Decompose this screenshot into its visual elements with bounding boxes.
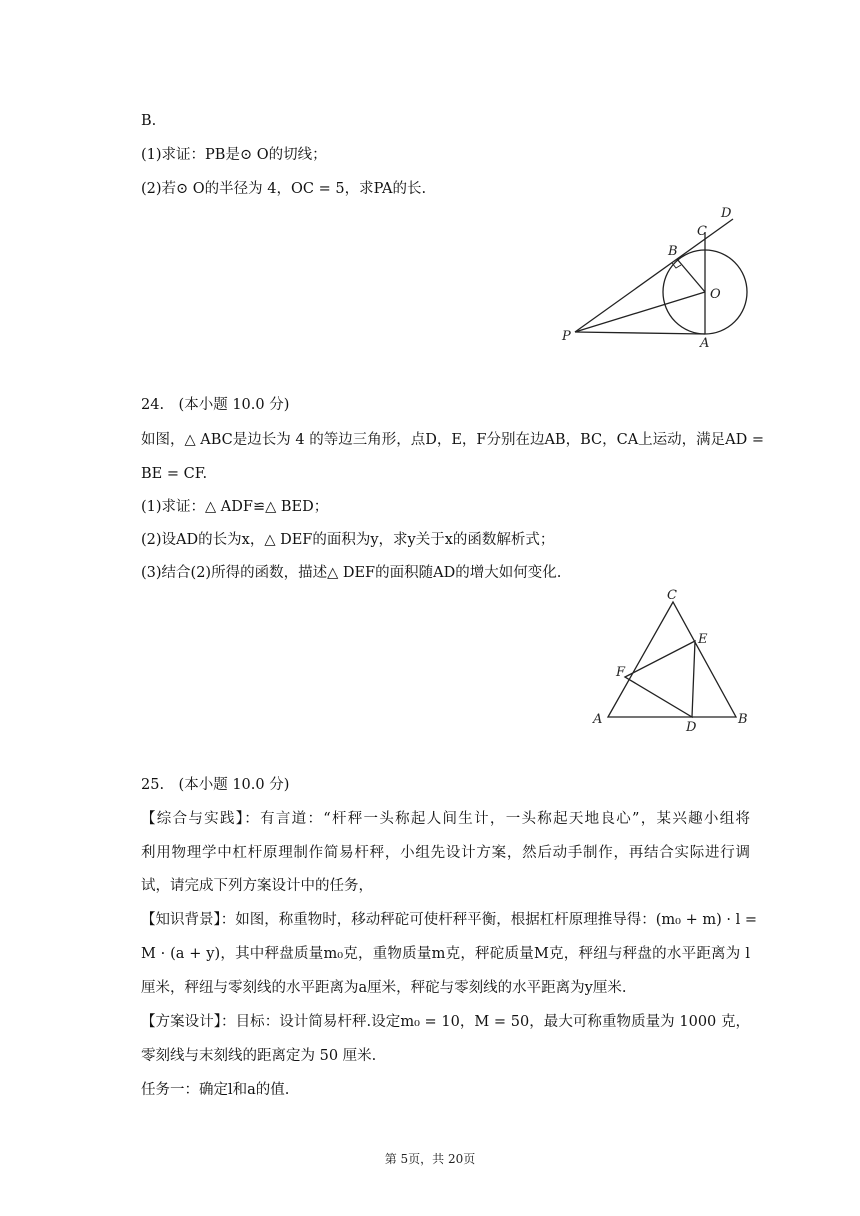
segment-pa (575, 332, 705, 334)
q25-line3: 试，请完成下列方案设计中的任务， (141, 878, 373, 894)
q25-line8: 零刻线与末刻线的距离定为 50 厘米. (141, 1048, 377, 1064)
q25-line4: 【知识背景】：如图，称重物时，移动秤砣可使杆秤平衡，根据杠杆原理推导得：(m₀ + m) · l = (141, 912, 757, 928)
q25-line2: 利用物理学中杠杆原理制作简易杆秤，小组先设计方案，然后动手制作，再结合实际进行调 (141, 845, 750, 861)
triangle-def (625, 641, 695, 717)
segment-ob (677, 259, 705, 292)
q23-line-b: B. (141, 113, 157, 129)
label-f: F (616, 665, 626, 680)
triangle-abc (608, 602, 736, 717)
figure-circle-tangent (555, 202, 755, 352)
label-b: B (738, 712, 748, 727)
q23-part2: (2)若⊙ O的半径为 4，OC = 5，求PA的长. (141, 181, 427, 197)
q23-part1: (1)求证：PB是⊙ O的切线； (141, 147, 327, 163)
page-footer: 第 5页，共 20页 (384, 1152, 476, 1166)
label-a: A (700, 336, 710, 351)
label-c: C (667, 588, 677, 603)
q24-part3: (3)结合(2)所得的函数，描述△ DEF的面积随AD的增大如何变化. (141, 565, 562, 581)
label-b: B (668, 244, 678, 259)
segment-po (575, 292, 705, 332)
q24-header: 24. (本小题 10.0 分) (141, 397, 290, 413)
figure-triangle-def (588, 585, 758, 735)
q25-line9: 任务一：确定l和a的值. (141, 1082, 290, 1098)
line-pd (575, 219, 733, 332)
q25-line1: 【综合与实践】：有言道：“杆秤一头称起人间生计，一头称起天地良心”，某兴趣小组将 (141, 811, 750, 827)
q24-part2: (2)设AD的长为x，△ DEF的面积为y，求y关于x的函数解析式； (141, 532, 555, 548)
label-d: D (686, 720, 697, 735)
q25-line6: 厘米，秤纽与零刻线的水平距离为a厘米，秤砣与零刻线的水平距离为y厘米. (141, 980, 627, 996)
label-o: O (710, 287, 721, 302)
label-a: A (593, 712, 603, 727)
label-p: P (562, 329, 571, 344)
label-d: D (721, 206, 732, 221)
label-e: E (698, 632, 708, 647)
q25-header: 25. (本小题 10.0 分) (141, 777, 290, 793)
q25-line7: 【方案设计】：目标：设计简易杆秤.设定m₀ = 10，M = 50，最大可称重物质量为 1000 克， (141, 1014, 750, 1030)
label-c: C (697, 224, 707, 239)
q24-stem-line2: BE = CF. (141, 466, 208, 482)
q24-stem-line1: 如图，△ ABC是边长为 4 的等边三角形，点D，E，F分别在边AB，BC，CA上运动，满足AD = (141, 432, 765, 448)
q24-part1: (1)求证：△ ADF≌△ BED； (141, 499, 329, 515)
q25-line5: M · (a + y)，其中秤盘质量m₀克，重物质量m克，秤砣质量M克，秤纽与秤盘的水平距离为 l (141, 946, 750, 962)
